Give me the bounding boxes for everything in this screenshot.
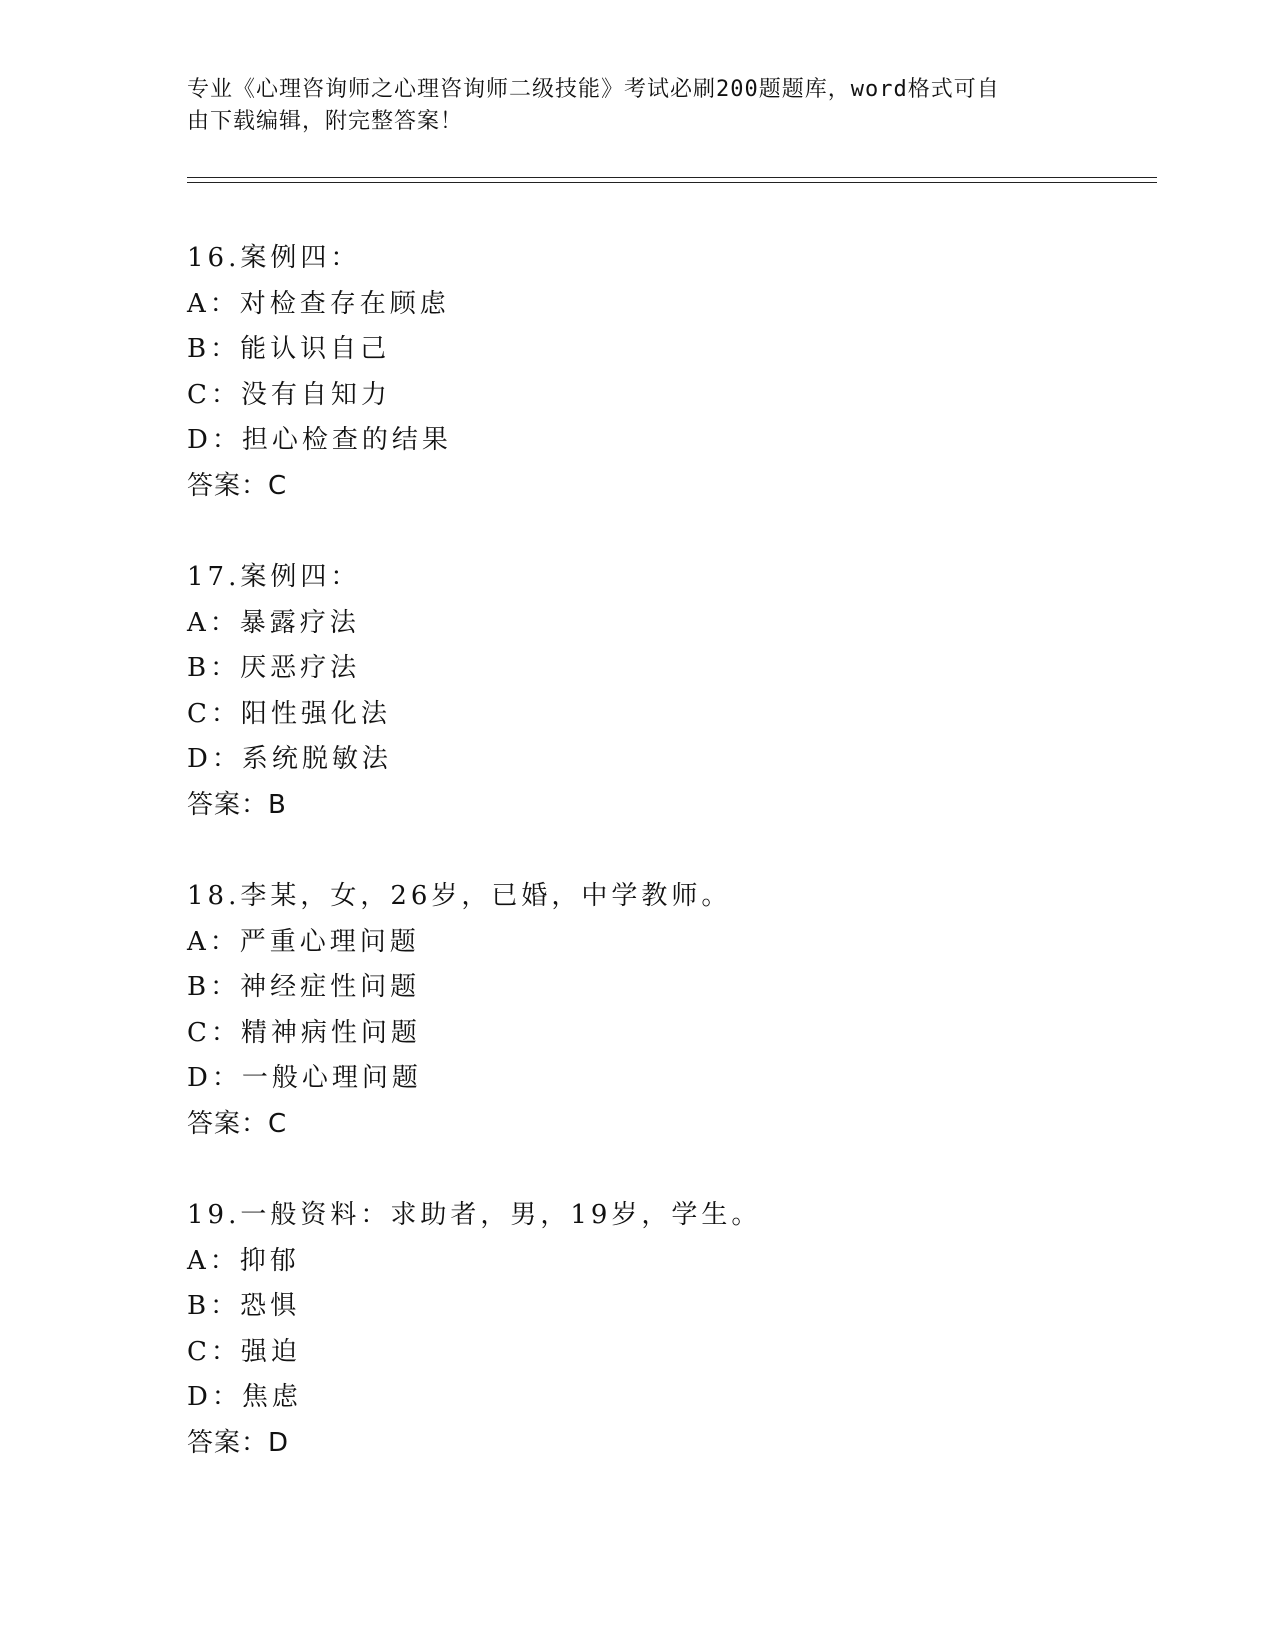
- question-stem: 17.案例四：: [187, 562, 361, 592]
- option-d: D：担心检查的结果: [187, 425, 452, 455]
- question-17: [187, 555, 1087, 828]
- answer-line: 答案：C: [187, 1108, 288, 1139]
- question-list: [187, 236, 1087, 1466]
- header-divider-bottom: [187, 182, 1157, 183]
- option-b: B：能认识自己: [187, 334, 391, 364]
- question-19: [187, 1193, 1087, 1466]
- option-b: B：恐惧: [187, 1291, 301, 1321]
- option-a: A：抑郁: [187, 1245, 300, 1276]
- question-stem: 18.李某，女，26岁，已婚，中学教师。: [187, 881, 732, 911]
- question-stem: 16.案例四：: [187, 243, 361, 273]
- option-c: C：强迫: [187, 1336, 301, 1367]
- question-stem: 19.一般资料：求助者，男，19岁，学生。: [187, 1200, 762, 1230]
- answer-line: 答案：C: [187, 470, 288, 501]
- option-d: D：一般心理问题: [187, 1063, 422, 1093]
- option-b: B：厌恶疗法: [187, 653, 361, 683]
- question-spacer: [187, 1147, 1087, 1193]
- option-c: C：精神病性问题: [187, 1017, 421, 1048]
- answer-line: 答案：D: [187, 1427, 290, 1458]
- question-18: [187, 874, 1087, 1147]
- question-spacer: [187, 509, 1087, 555]
- option-a: A：对检查存在顾虑: [187, 288, 450, 319]
- option-a: A：暴露疗法: [187, 607, 360, 638]
- header-line-2: 由下载编辑，附完整答案！: [187, 109, 464, 134]
- answer-line: 答案：B: [187, 789, 287, 820]
- option-b: B：神经症性问题: [187, 972, 421, 1002]
- option-a: A：严重心理问题: [187, 926, 420, 957]
- option-c: C：没有自知力: [187, 379, 391, 410]
- question-16: [187, 236, 1087, 509]
- option-c: C：阳性强化法: [187, 698, 391, 729]
- option-d: D：焦虑: [187, 1382, 302, 1412]
- document-header: [187, 74, 1067, 138]
- header-line-1: 专业《心理咨询师之心理咨询师二级技能》考试必刷200题题库，word格式可自: [187, 77, 1000, 102]
- option-d: D：系统脱敏法: [187, 744, 392, 774]
- question-spacer: [187, 828, 1087, 874]
- header-divider-top: [187, 177, 1157, 178]
